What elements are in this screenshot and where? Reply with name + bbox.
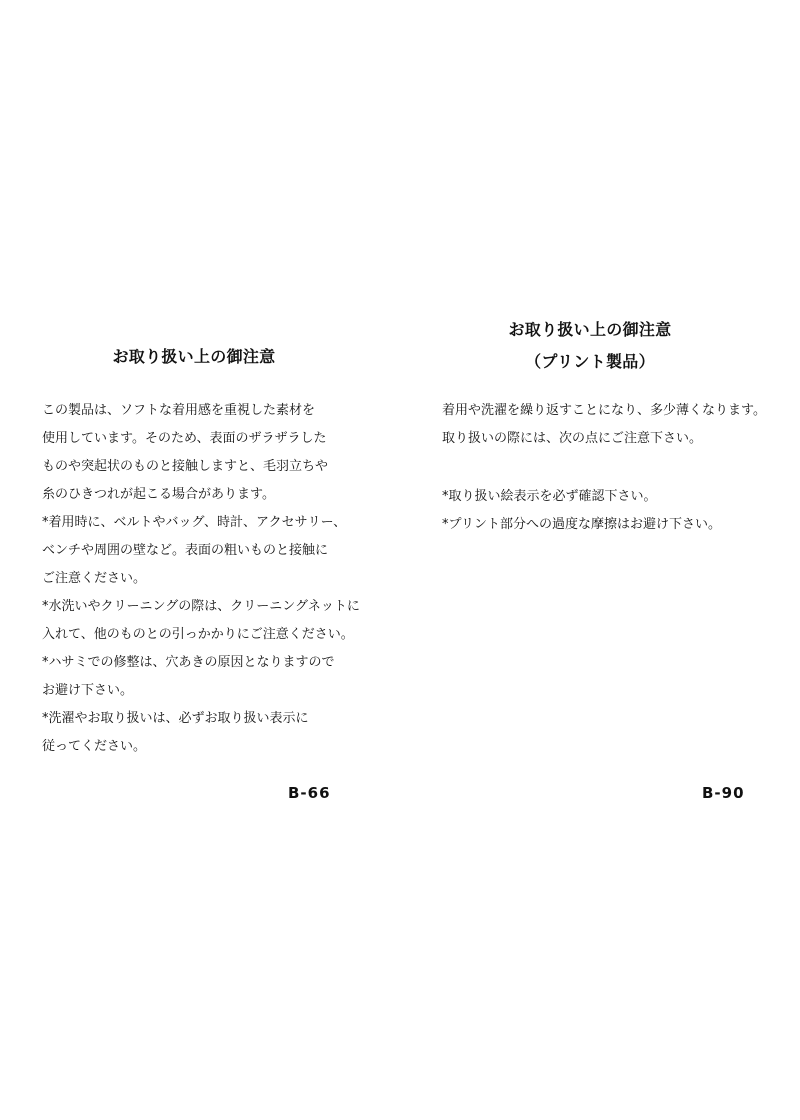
care-instructions — [442, 397, 766, 539]
instruction-line: 取り扱いの際には、次の点にご注意下さい。 — [442, 431, 703, 446]
instruction-line: *着用時に、ベルトやバッグ、時計、アクセサリー、 — [42, 515, 347, 530]
instruction-line: *水洗いやクリーニングの際は、クリーニングネットに — [42, 599, 360, 614]
instruction-line: 着用や洗濯を繰り返すことになり、多少薄くなります。 — [442, 403, 766, 418]
blank-line — [442, 453, 766, 483]
instruction-line: *洗濯やお取り扱いは、必ずお取り扱い表示に — [42, 711, 309, 726]
instruction-line: 従ってください。 — [42, 739, 147, 754]
care-label-b90 — [400, 0, 800, 1120]
instruction-line: 使用しています。そのため、表面のザラザラした — [42, 431, 327, 446]
instruction-line: 入れて、他のものとの引っかかりにご注意ください。 — [42, 627, 354, 642]
instruction-line: *取り扱い絵表示を必ず確認下さい。 — [442, 489, 657, 504]
instruction-line: この製品は、ソフトな着用感を重視した素材を — [42, 403, 316, 418]
care-instructions — [42, 397, 360, 761]
instruction-line: ベンチや周囲の壁など。表面の粗いものと接触に — [42, 543, 329, 558]
instruction-line: *ハサミでの修整は、穴あきの原因となりますので — [42, 655, 335, 670]
page-code: B-66 — [288, 784, 331, 802]
instruction-line: *プリント部分への過度な摩擦はお避け下さい。 — [442, 517, 721, 532]
page-code: B-90 — [702, 784, 745, 802]
instruction-line: ものや突起状のものと接触しますと、毛羽立ちや — [42, 459, 329, 474]
instruction-line: ご注意ください。 — [42, 571, 147, 586]
card-subtitle: （プリント製品） — [525, 352, 655, 371]
card-title: お取り扱い上の御注意 — [508, 320, 672, 339]
card-title: お取り扱い上の御注意 — [112, 347, 276, 366]
instruction-line: お避け下さい。 — [42, 683, 134, 698]
instruction-line: 糸のひきつれが起こる場合があります。 — [42, 487, 275, 502]
